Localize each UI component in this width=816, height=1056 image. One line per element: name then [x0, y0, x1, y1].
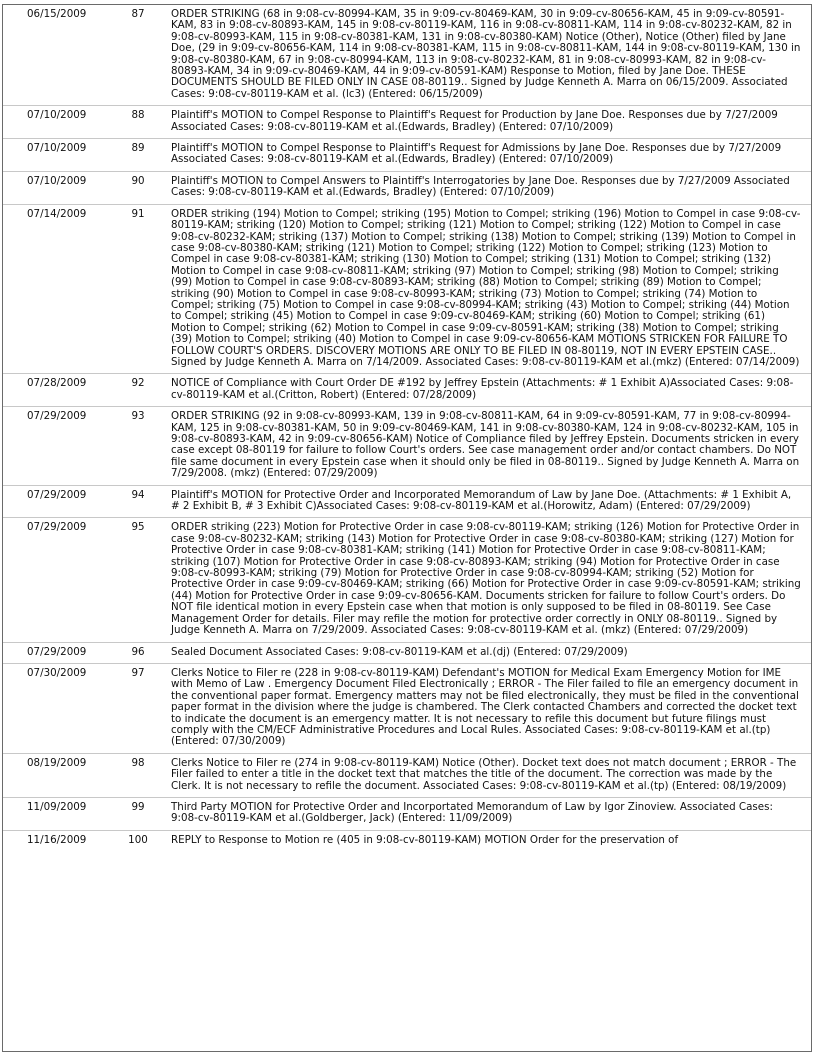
docket-entry: [3, 642, 811, 663]
docket-frame: [2, 4, 812, 1052]
entry-text: ORDER STRIKING (92 in 9:08-cv-80993-KAM, 139 in 9:08-cv-80811-KAM, 64 in 9:09-cv-80591-KAM, 77 in 9:08-cv-80994-KAM, 125 in 9:08-cv-80381-KAM, 50 in 9:09-cv-80469-KAM, 141 in 9:08-cv-80380-KAM, 124 in 9:08-cv-80232-KAM, 105 in 9:08-cv-80893-KAM, 42 in 9:09-cv-80656-KAM) Notice of Compliance filed by Jeffrey Epstein. Documents stricken in every case except 08-80119 for failure to follow Court's orders. See case management order and/or contact chambers. Do NOT file same document in every Epstein case when it should only be filed in 08-80119.. Signed by Judge Kenneth A. Marra on 7/29/2008. (mkz) (Entered: 07/29/2009): [163, 407, 811, 485]
entry-number: 90: [113, 171, 163, 204]
entry-number: 94: [113, 485, 163, 518]
docket-entry: [3, 106, 811, 139]
entry-text: REPLY to Response to Motion re (405 in 9:08-cv-80119-KAM) MOTION Order for the preservation of: [171, 833, 679, 846]
entry-text: Plaintiff's MOTION for Protective Order and Incorporated Memorandum of Law by Jane Doe. (Attachments: # 1 Exhibit A, # 2 Exhibit B, # 3 Exhibit C)Associated Cases: 9:08-cv-80119-KAM et al.(Horowitz, Adam) (Entered: 07/29/2009): [163, 485, 811, 518]
entry-text: Third Party MOTION for Protective Order and Incorportated Memorandum of Law by Igor Zinoview. Associated Cases: 9:08-cv-80119-KAM et al.(Goldberger, Jack) (Entered: 11/09/2009): [163, 797, 811, 830]
entry-number: 88: [113, 106, 163, 139]
entry-text: Clerks Notice to Filer re (228 in 9:08-cv-80119-KAM) Defendant's MOTION for Medical Exam Emergency Motion for IME with Memo of Law . Emergency Document Filed Electronically ; ERROR - The Filer failed to file an emergency document in the conventional paper format. Emergency matters may not be filed electronically, they must be filed in the conventional paper format in the division where the judge is chambered. The Clerk contacted Chambers and corrected the docket text to indicate the document is an emergency matter. It is not necessary to refile this document but future filings must comply with the CM/ECF Administrative Procedures and Local Rules. Associated Cases: 9:08-cv-80119-KAM et al.(tp) (Entered: 07/30/2009): [163, 663, 811, 753]
entry-number: 99: [113, 797, 163, 830]
entry-date: 07/10/2009: [3, 171, 113, 204]
entry-date: 07/29/2009: [3, 485, 113, 518]
docket-entry: [3, 204, 811, 374]
entry-number: 91: [113, 204, 163, 374]
entry-date: 07/29/2009: [3, 407, 113, 485]
entry-number: 87: [113, 5, 163, 106]
entry-number: 97: [113, 663, 163, 753]
entry-text: Plaintiff's MOTION to Compel Response to Plaintiff's Request for Production by Jane Doe. Responses due by 7/27/2009 Associated Cases: 9:08-cv-80119-KAM et al.(Edwards, Bradley) (Entered: 07/10/2009): [163, 106, 811, 139]
entry-text: ORDER striking (194) Motion to Compel; striking (195) Motion to Compel; striking (196) Motion to Compel in case 9:08-cv-80119-KAM; striking (120) Motion to Compel; striking (121) Motion to Compel; striking (122) Motion to Compel in case 9:08-cv-80232-KAM; striking (137) Motion to Compel; striking (138) Motion to Compel; striking (139) Motion to Compel in case 9:08-cv-80380-KAM; striking (121) Motion to Compel; striking (122) Motion to Compel; striking (123) Motion to Compel in case 9:08-cv-80381-KAM; striking (130) Motion to Compel; striking (131) Motion to Compel; striking (132) Motion to Compel in case 9:08-cv-80811-KAM; striking (97) Motion to Compel; striking (98) Motion to Compel; striking (99) Motion to Compel in case 9:08-cv-80893-KAM; striking (88) Motion to Compel; striking (89) Motion to Compel; striking (90) Motion to Compel in case 9:08-cv-80993-KAM; striking (73) Motion to Compel; striking (74) Motion to Compel; striking (75) Motion to Compel in case 9:08-cv-80994-KAM; striking (43) Motion to Compel; striking (44) Motion to Compel; striking (45) Motion to Compel in case 9:09-cv-80469-KAM; striking (60) Motion to Compel; striking (61) Motion to Compel; striking (62) Motion to Compel in case 9:09-cv-80591-KAM; striking (38) Motion to Compel; striking (39) Motion to Compel; striking (40) Motion to Compel in case 9:09-cv-80656-KAM MOTIONS STRICKEN FOR FAILURE TO FOLLOW COURT'S ORDERS. DISCOVERY MOTIONS ARE ONLY TO BE FILED IN 08-80119, NOT IN EVERY EPSTEIN CASE.. Signed by Judge Kenneth A. Marra on 7/14/2009. Associated Cases: 9:08-cv-80119-KAM et al.(mkz) (Entered: 07/14/2009): [163, 204, 811, 374]
entry-date: 07/29/2009: [3, 642, 113, 663]
docket-entry: [3, 485, 811, 518]
entry-number: 95: [113, 518, 163, 642]
entry-number: 92: [113, 374, 163, 407]
entry-date: 08/19/2009: [3, 753, 113, 797]
entry-date: 07/10/2009: [3, 106, 113, 139]
docket-body: [3, 5, 811, 851]
docket-entry: [3, 663, 811, 753]
docket-entry: [3, 518, 811, 642]
entry-number: 96: [113, 642, 163, 663]
entry-text: Plaintiff's MOTION to Compel Answers to Plaintiff's Interrogatories by Jane Doe. Responses due by 7/27/2009 Associated Cases: 9:08-cv-80119-KAM et al.(Edwards, Bradley) (Entered: 07/10/2009): [163, 171, 811, 204]
docket-entry: [3, 797, 811, 830]
entry-text: Sealed Document Associated Cases: 9:08-cv-80119-KAM et al.(dj) (Entered: 07/29/2009): [163, 642, 811, 663]
entry-date: 07/30/2009: [3, 663, 113, 753]
entry-date: 11/09/2009: [3, 797, 113, 830]
docket-entry: [3, 139, 811, 172]
entry-date: 07/14/2009: [3, 204, 113, 374]
entry-text: Plaintiff's MOTION to Compel Response to Plaintiff's Request for Admissions by Jane Doe. Responses due by 7/27/2009 Associated Cases: 9:08-cv-80119-KAM et al.(Edwards, Bradley) (Entered: 07/10/2009): [163, 139, 811, 172]
entry-date: 11/16/2009: [27, 833, 87, 846]
entry-number: 93: [113, 407, 163, 485]
entry-date: 07/10/2009: [3, 139, 113, 172]
docket-table: [3, 5, 811, 851]
docket-entry: [3, 830, 811, 851]
entry-date: 07/29/2009: [3, 518, 113, 642]
entry-date: 06/15/2009: [3, 5, 113, 106]
entry-number: 98: [113, 753, 163, 797]
entry-number: 100: [128, 833, 148, 846]
entry-text: Clerks Notice to Filer re (274 in 9:08-cv-80119-KAM) Notice (Other). Docket text does not match document ; ERROR - The Filer failed to enter a title in the docket text that matches the title of the document. The correction was made by the Clerk. It is not necessary to refile the document. Associated Cases: 9:08-cv-80119-KAM et al.(tp) (Entered: 08/19/2009): [163, 753, 811, 797]
docket-entry: [3, 407, 811, 485]
docket-entry: [3, 5, 811, 106]
docket-entry: [3, 374, 811, 407]
docket-entry: [3, 753, 811, 797]
docket-entry: [3, 171, 811, 204]
entry-number: 89: [113, 139, 163, 172]
entry-text: ORDER striking (223) Motion for Protective Order in case 9:08-cv-80119-KAM; striking (126) Motion for Protective Order in case 9:08-cv-80232-KAM; striking (143) Motion for Protective Order in case 9:08-cv-80380-KAM; striking (127) Motion for Protective Order in case 9:08-cv-80381-KAM; striking (141) Motion for Protective Order in case 9:08-cv-80811-KAM; striking (107) Motion for Protective Order in case 9:08-cv-80893-KAM; striking (94) Motion for Protective Order in case 9:08-cv-80993-KAM; striking (79) Motion for Protective Order in case 9:08-cv-80994-KAM; striking (52) Motion for Protective Order in case 9:09-cv-80469-KAM; striking (66) Motion for Protective Order in case 9:09-cv-80591-KAM; striking (44) Motion for Protective Order in case 9:09-cv-80656-KAM. Documents stricken for failure to follow Court's orders. Do NOT file identical motion in every Epstein case when that motion is only supposed to be filed in 08-80119. See Case Management Order for details. Filer may refile the motion for protective order correctly in ONLY 08-80119.. Signed by Judge Kenneth A. Marra on 7/29/2009. Associated Cases: 9:08-cv-80119-KAM et al. (mkz) (Entered: 07/29/2009): [163, 518, 811, 642]
entry-text: NOTICE of Compliance with Court Order DE #192 by Jeffrey Epstein (Attachments: # 1 Exhibit A)Associated Cases: 9:08-cv-80119-KAM et al.(Critton, Robert) (Entered: 07/28/2009): [163, 374, 811, 407]
entry-date: 07/28/2009: [3, 374, 113, 407]
entry-text: ORDER STRIKING (68 in 9:08-cv-80994-KAM, 35 in 9:09-cv-80469-KAM, 30 in 9:09-cv-80656-KAM, 45 in 9:09-cv-80591-KAM, 83 in 9:08-cv-80893-KAM, 145 in 9:08-cv-80119-KAM, 116 in 9:08-cv-80811-KAM, 114 in 9:08-cv-80232-KAM, 82 in 9:08-cv-80993-KAM, 115 in 9:08-cv-80381-KAM, 131 in 9:08-cv-80380-KAM) Notice (Other), Notice (Other) filed by Jane Doe, (29 in 9:09-cv-80656-KAM, 114 in 9:08-cv-80381-KAM, 115 in 9:08-cv-80811-KAM, 144 in 9:08-cv-80119-KAM, 130 in 9:08-cv-80380-KAM, 67 in 9:08-cv-80994-KAM, 113 in 9:08-cv-80232-KAM, 81 in 9:08-cv-80993-KAM, 82 in 9:08-cv-80893-KAM, 34 in 9:09-cv-80469-KAM, 44 in 9:09-cv-80591-KAM) Response to Motion, filed by Jane Doe. THESE DOCUMENTS SHOULD BE FILED ONLY IN CASE 08-80119.. Signed by Judge Kenneth A. Marra on 06/15/2009. Associated Cases: 9:08-cv-80119-KAM et al. (lc3) (Entered: 06/15/2009): [163, 5, 811, 106]
